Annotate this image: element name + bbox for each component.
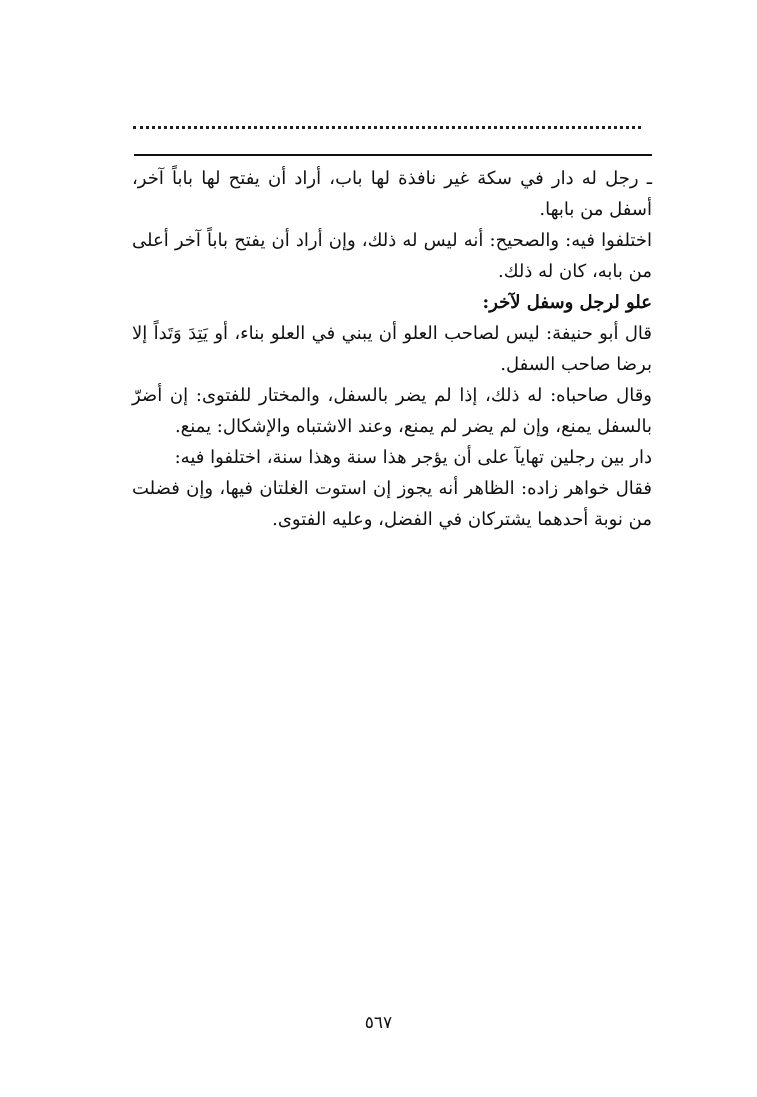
page-number: ٥٦٧ (364, 1013, 393, 1033)
paragraph: اختلفوا فيه: والصحيح: أنه ليس له ذلك، وإن أراد أن يفتح باباً آخر أعلى من بابه، كان له ذلك. (132, 230, 652, 282)
paragraph: وقال صاحباه: له ذلك، إذا لم يضر بالسفل، والمختار للفتوى: إن أضرّ بالسفل يمنع، وإن لم يضر لم يمنع، وعند الاشتباه والإشكال: يمنع. (132, 385, 652, 437)
body-text (132, 163, 652, 535)
paragraph: قال أبو حنيفة: ليس لصاحب العلو أن يبني في العلو بناء، أو يَتِدَ وَتَداً إلا برضا صاحب السفل. (132, 323, 652, 375)
paragraph: فقال خواهر زاده: الظاهر أنه يجوز إن استوت الغلتان فيها، وإن فضلت من نوبة أحدهما يشتركان في الفضل، وعليه الفتوى. (132, 478, 652, 530)
paragraph: دار بين رجلين تهايآ على أن يؤجر هذا سنة وهذا سنة، اختلفوا فيه: (174, 447, 652, 468)
section-heading: علو لرجل وسفل لآخر: (482, 292, 652, 313)
solid-separator (134, 154, 652, 156)
paragraph: ـ رجل له دار في سكة غير نافذة لها باب، أراد أن يفتح لها باباً آخر، أسفل من بابها. (132, 168, 652, 220)
dotted-separator (133, 126, 641, 129)
